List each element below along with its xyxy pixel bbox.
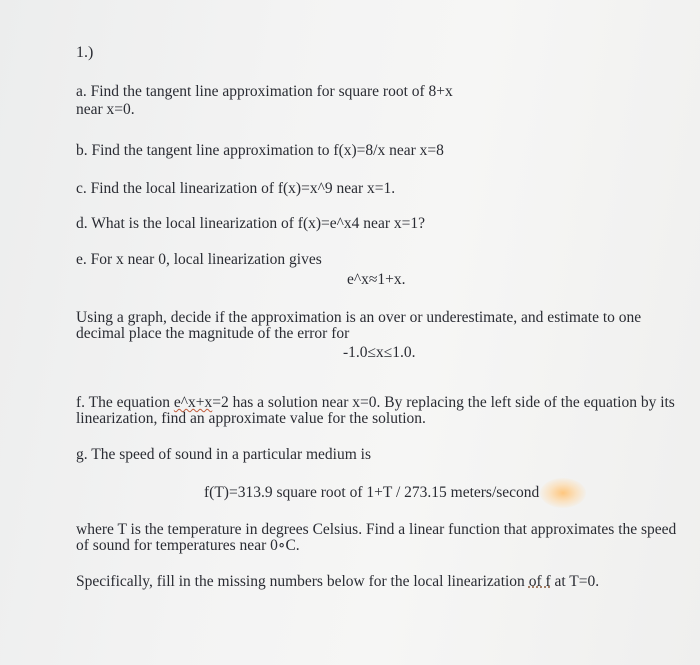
part-g-formula: f(T)=313.9 square root of 1+T / 273.15 meters/second [204,484,540,501]
part-e-range: -1.0≤x≤1.0. [343,344,416,361]
part-g-where-line-1: where T is the temperature in degrees Celsius. Find a linear function that approximates the speed [76,521,677,538]
problem-number: 1.) [76,44,94,61]
part-a-line-2: near x=0. [76,101,135,118]
part-f-equation: e^x+x [173,394,213,411]
part-g-where-line-2: of sound for temperatures near 0∘C. [76,537,300,554]
part-f-suffix: =2 has a solution near x=0. By replacing the left side of the equation by its [212,394,675,411]
specifically-link: of f [528,573,551,590]
part-e-formula: e^x≈1+x. [347,271,406,288]
part-a-line-1: a. Find the tangent line approximation for square root of 8+x [76,83,453,100]
part-e-graph-line-1: Using a graph, decide if the approximation is an over or underestimate, and estimate to one [76,309,642,326]
part-d: d. What is the local linearization of f(x)=e^x4 near x=1? [76,215,425,232]
part-b: b. Find the tangent line approximation to f(x)=8/x near x=8 [76,142,444,159]
part-e-line-1: e. For x near 0, local linearization gives [76,251,322,268]
part-c: c. Find the local linearization of f(x)=x^9 near x=1. [76,180,396,197]
specifically-prefix: Specifically, fill in the missing numbers below for the local linearization [76,573,529,590]
part-e-graph-line-2: decimal place the magnitude of the error for [76,325,350,342]
part-g-specifically [76,573,599,591]
part-g-line-1: g. The speed of sound in a particular medium is [76,446,372,463]
specifically-suffix: at T=0. [550,573,600,590]
part-f-line-2: linearization, find an approximate value for the solution. [76,410,426,427]
part-f-prefix: f. The equation [76,394,174,411]
light-glare [540,478,586,508]
